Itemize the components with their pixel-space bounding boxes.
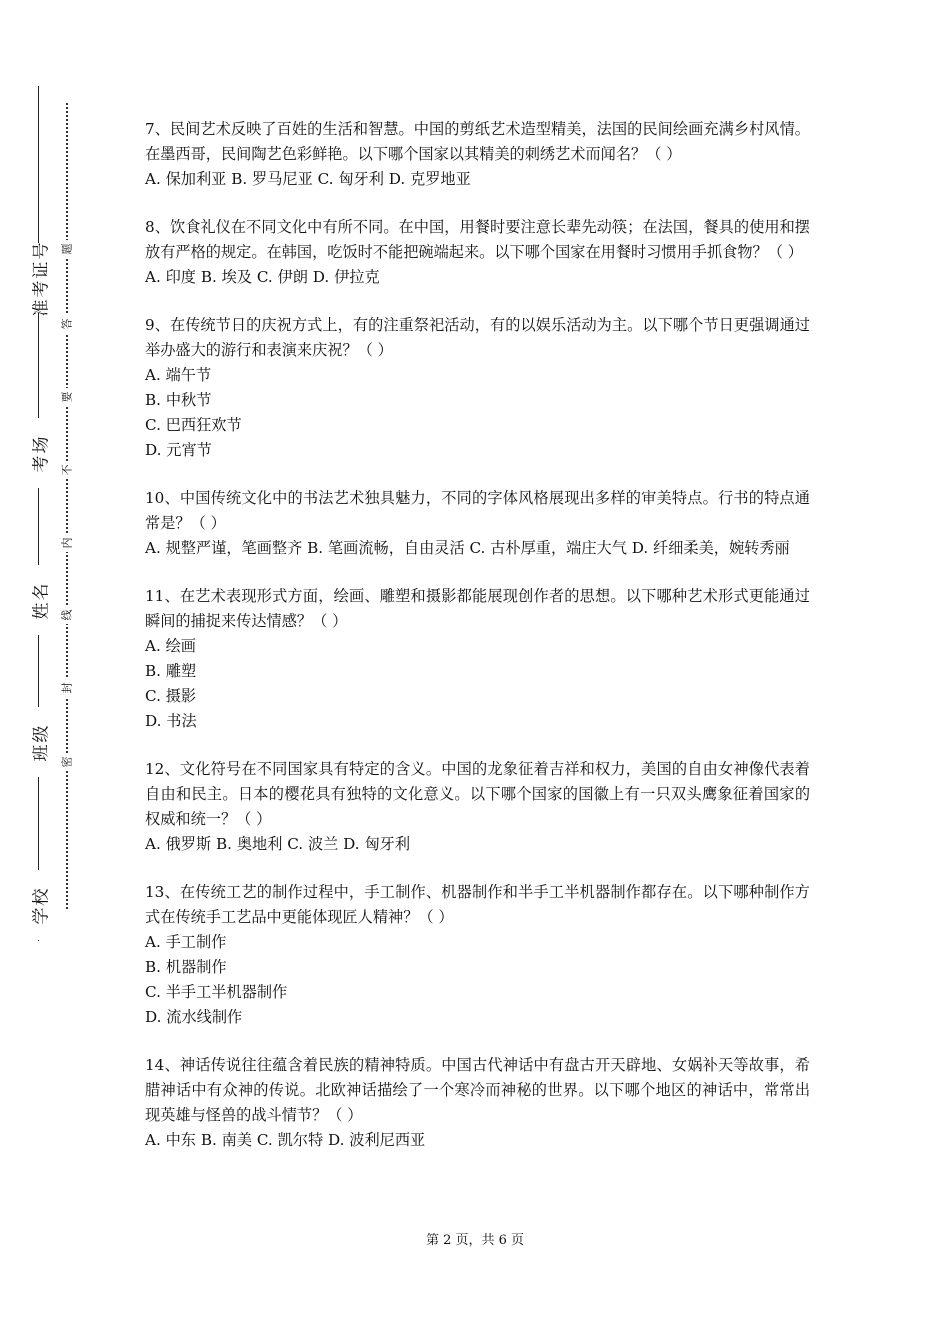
- question-text: 7、民间艺术反映了百姓的生活和智慧。中国的剪纸艺术造型精美，法国的民间绘画充满乡村风情。在墨西哥，民间陶艺色彩鲜艳。以下哪个国家以其精美的刺绣艺术而闻名？（ ）: [145, 120, 810, 163]
- question-13: [145, 880, 810, 1030]
- question-text: 12、文化符号在不同国家具有特定的含义。中国的龙象征着吉祥和权力，美国的自由女神像代表着自由和民主。日本的樱花具有独特的文化意义。以下哪个国家的国徽上有一只双头鹰象征着国家的权威和统一？（ ）: [145, 760, 810, 828]
- field-exam-number: 准考证号: [22, 243, 56, 313]
- option-d: D. 书法: [145, 712, 197, 730]
- field-school: 学校: [22, 870, 56, 940]
- option-d: D. 元宵节: [145, 441, 212, 459]
- seal-char: 题: [58, 240, 74, 258]
- question-options: A. 印度 B. 埃及 C. 伊朗 D. 伊拉克: [145, 268, 380, 286]
- page-footer: 第 2 页，共 6 页: [425, 1233, 525, 1248]
- question-7: [145, 117, 810, 192]
- question-text: 13、在传统工艺的制作过程中，手工制作、机器制作和半手工半机器制作都存在。以下哪种制作方式在传统手工艺品中更能体现匠人精神？（ ）: [145, 883, 810, 926]
- question-options: A. 保加利亚 B. 罗马尼亚 C. 匈牙利 D. 克罗地亚: [145, 170, 471, 188]
- binding-margin: [0, 0, 110, 1344]
- seal-char: 不: [58, 461, 74, 479]
- option-a: A. 端午节: [145, 366, 212, 384]
- seal-char: 线: [58, 606, 74, 624]
- option-b: B. 中秋节: [145, 391, 212, 409]
- option-c: C. 巴西狂欢节: [145, 416, 242, 434]
- question-11: [145, 584, 810, 734]
- option-b: B. 机器制作: [145, 958, 227, 976]
- field-class: 班级: [22, 707, 56, 777]
- question-9: [145, 313, 810, 463]
- question-10: [145, 486, 810, 561]
- question-text: 11、在艺术表现形式方面，绘画、雕塑和摄影都能展现创作者的思想。以下哪种艺术形式更能通过瞬间的捕捉来传达情感？（ ）: [145, 587, 810, 630]
- question-text: 8、饮食礼仪在不同文化中有所不同。在中国，用餐时要注意长辈先动筷；在法国，餐具的使用和摆放有严格的规定。在韩国，吃饭时不能把碗端起来。以下哪个国家在用餐时习惯用手抓食物？（ ）: [145, 218, 810, 261]
- question-options: A. 中东 B. 南美 C. 凯尔特 D. 波利尼西亚: [145, 1131, 426, 1149]
- question-text: 10、中国传统文化中的书法艺术独具魅力，不同的字体风格展现出多样的审美特点。行书的特点通常是？（ ）: [145, 489, 810, 532]
- option-d: D. 流水线制作: [145, 1008, 243, 1026]
- question-14: [145, 1053, 810, 1153]
- seal-char: 密: [58, 753, 74, 771]
- field-name: 姓名: [22, 565, 56, 635]
- binding-solid-line: [38, 86, 39, 941]
- field-exam-room: 考场: [22, 418, 56, 488]
- question-text: 9、在传统节日的庆祝方式上，有的注重祭祀活动，有的以娱乐活动为主。以下哪个节日更强调通过举办盛大的游行和表演来庆祝？（ ）: [145, 316, 810, 359]
- binding-dotted-line: [66, 103, 68, 909]
- question-options: A. 规整严谨，笔画整齐 B. 笔画流畅，自由灵活 C. 古朴厚重，端庄大气 D. 纤细柔美，婉转秀丽: [145, 539, 790, 557]
- seal-char: 封: [58, 679, 74, 697]
- question-options: A. 俄罗斯 B. 奥地利 C. 波兰 D. 匈牙利: [145, 835, 411, 853]
- seal-char: 要: [58, 388, 74, 406]
- seal-char: 答: [58, 315, 74, 333]
- option-b: B. 雕塑: [145, 662, 197, 680]
- question-12: [145, 757, 810, 857]
- seal-char: 内: [58, 534, 74, 552]
- question-text: 14、神话传说往往蕴含着民族的精神特质。中国古代神话中有盘古开天辟地、女娲补天等故事，希腊神话中有众神的传说。北欧神话描绘了一个寒冷而神秘的世界。以下哪个地区的神话中，常常出现英雄与怪兽的战斗情节？（ ）: [145, 1056, 810, 1124]
- question-8: [145, 215, 810, 290]
- question-list: [145, 117, 810, 1176]
- option-c: C. 半手工半机器制作: [145, 983, 288, 1001]
- option-c: C. 摄影: [145, 687, 197, 705]
- option-a: A. 手工制作: [145, 933, 227, 951]
- option-a: A. 绘画: [145, 637, 196, 655]
